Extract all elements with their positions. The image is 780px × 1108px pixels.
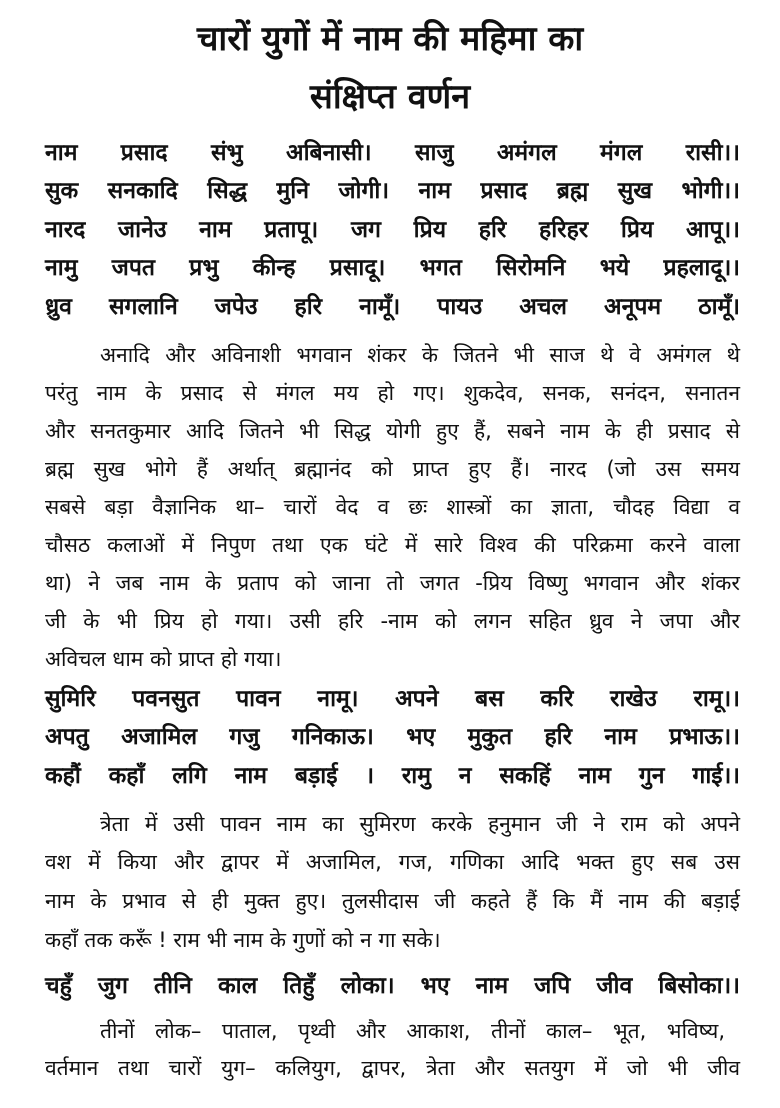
verse-line: अपतु अजामिल गजु गनिकाऊ। भए मुकुत हरि नाम प्रभाऊ।। [45, 724, 740, 750]
prose-line: कहाँ तक करूँ ! राम भी नाम के गुणों को न गा सके। [45, 928, 441, 952]
prose-line: जी के भी प्रिय हो गया। उसी हरि -नाम को लगन सहित ध्रुव ने जपा और [45, 609, 740, 633]
prose-line: परंतु नाम के प्रसाद से मंगल मय हो गए। शुकदेव, सनक, सनंदन, सनातन [45, 381, 740, 405]
verse-line: ध्रुव सगलानि जपेउ हरि नामूँ। पायउ अचल अनूपम ठामूँ। [45, 294, 740, 320]
prose-line: और सनतकुमार आदि जितने भी सिद्ध योगी हुए हैं, सबने नाम के ही प्रसाद से [45, 419, 740, 443]
prose-line: ब्रह्म सुख भोगे हैं अर्थात् ब्रह्मानंद को प्राप्त हुए हैं। नारद (जो उस समय [45, 457, 740, 481]
title-line: संक्षिप्त वर्णन [309, 77, 471, 117]
prose-line: वश में किया और द्वापर में अजामिल, गज, गणिका आदि भक्त हुए सब उस [45, 850, 740, 874]
prose-line: नाम के प्रभाव से ही मुक्त हुए। तुलसीदास जी कहते हैं कि मैं नाम की बड़ाई [45, 889, 740, 913]
verse-line: कहौं कहाँ लगि नाम बड़ाई । रामु न सकहिं नाम गुन गाई।। [45, 763, 740, 789]
verse-line: नामु जपत प्रभु कीन्ह प्रसादू। भगत सिरोमनि भये प्रहलादू।। [45, 255, 740, 281]
verse-line: नाम प्रसाद संभु अबिनासी। साजु अमंगल मंगल रासी।। [45, 140, 740, 166]
prose-line: अविचल धाम को प्राप्त हो गया। [45, 647, 282, 671]
prose-line: चौसठ कलाओं में निपुण तथा एक घंटे में सारे विश्व की परिक्रमा करने वाला [45, 533, 740, 557]
prose-line: वर्तमान तथा चारों युग– कलियुग, द्वापर, त्रेता और सतयुग में जो भी जीव [45, 1056, 740, 1080]
prose-line: अनादि और अविनाशी भगवान शंकर के जितने भी साज थे वे अमंगल थे [100, 343, 740, 367]
prose-line: था) ने जब नाम के प्रताप को जाना तो जगत -प्रिय विष्णु भगवान और शंकर [45, 571, 740, 595]
title-line: चारों युगों में नाम की महिमा का [196, 19, 584, 59]
prose-line: त्रेता में उसी पावन नाम का सुमिरण करके हनुमान जी ने राम को अपने [100, 812, 740, 836]
verse-line: सुक सनकादि सिद्ध मुनि जोगी। नाम प्रसाद ब्रह्म सुख भोगी।। [45, 178, 740, 204]
verse-line: नारद जानेउ नाम प्रतापू। जग प्रिय हरि हरिहर प्रिय आपू।। [45, 217, 740, 243]
verse-line: सुमिरि पवनसुत पावन नामू। अपने बस करि राखेउ रामू।। [45, 686, 740, 712]
verse-line: चहुँ जुग तीनि काल तिहुँ लोका। भए नाम जपि जीव बिसोका।। [45, 973, 740, 999]
prose-line: तीनों लोक– पाताल, पृथ्वी और आकाश, तीनों काल– भूत, भविष्य, [100, 1019, 725, 1043]
prose-line: सबसे बड़ा वैज्ञानिक था– चारों वेद व छः शास्त्रों का ज्ञाता, चौदह विद्या व [45, 495, 740, 519]
